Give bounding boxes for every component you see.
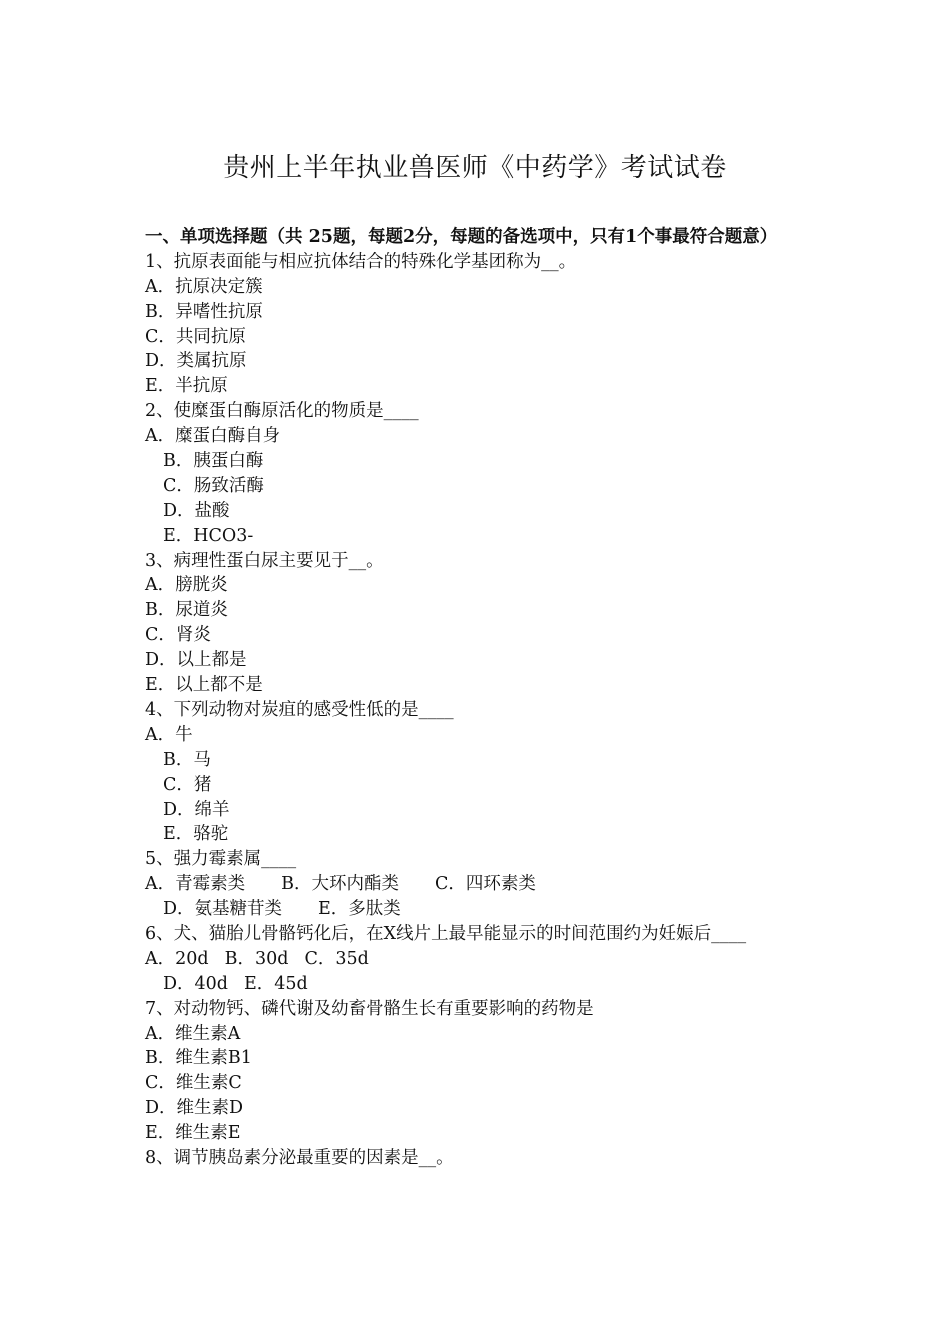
answer-option: E．以上都不是: [145, 675, 263, 696]
question-4: [145, 698, 810, 847]
answer-option: A．牛: [145, 724, 193, 745]
document-title: 贵州上半年执业兽医师《中药学》考试试卷: [223, 153, 727, 183]
answer-option: C．肾炎: [145, 625, 211, 646]
answer-option: B．异嗜性抗原: [145, 301, 263, 322]
answer-option: B．30d: [224, 948, 289, 969]
answer-option: A．膀胱炎: [145, 575, 228, 596]
section-heading: 一、单项选择题（共 25题，每题2分，每题的备选项中，只有1个事最符合题意）: [145, 227, 778, 247]
answer-option: E．HCO3-: [163, 525, 254, 546]
answer-option: D．绵羊: [163, 799, 230, 820]
answer-option: B．尿道炎: [145, 600, 228, 621]
answer-options-row: [145, 947, 810, 972]
answer-option: E．45d: [244, 973, 308, 994]
answer-option: E．骆驼: [163, 824, 229, 845]
answer-option: A．维生素A: [145, 1023, 241, 1044]
question-3: [145, 549, 810, 698]
question-8: [145, 1146, 810, 1171]
answer-option: E．多肽类: [318, 899, 401, 920]
question-6: [145, 922, 810, 997]
answer-option: A．糜蛋白酶自身: [145, 426, 281, 447]
answer-options-row: [145, 972, 810, 997]
question-7: [145, 997, 810, 1146]
answer-option: B．胰蛋白酶: [163, 451, 264, 472]
question-stem: 1、抗原表面能与相应抗体结合的特殊化学基团称为__。: [145, 251, 577, 272]
answer-options-row: [145, 897, 810, 922]
question-stem: 4、下列动物对炭疽的感受性低的是____: [145, 699, 454, 720]
answer-option: A．抗原决定簇: [145, 276, 263, 297]
answer-option: D．以上都是: [145, 650, 247, 671]
question-stem: 8、调节胰岛素分泌最重要的因素是__。: [145, 1147, 454, 1168]
answer-option: C．四环素类: [435, 874, 536, 895]
answer-option: C．维生素C: [145, 1073, 242, 1094]
answer-option: B．马: [163, 749, 211, 770]
answer-option: B．大环内酯类: [281, 874, 400, 895]
answer-option: D．氨基糖苷类: [163, 899, 283, 920]
answer-option: B．维生素B1: [145, 1048, 252, 1069]
answer-option: D．40d: [163, 973, 229, 994]
answer-option: E．半抗原: [145, 376, 228, 397]
question-stem: 3、病理性蛋白尿主要见于__。: [145, 550, 384, 571]
answer-option: D．类属抗原: [145, 351, 247, 372]
question-5: [145, 847, 810, 922]
answer-option: C．共同抗原: [145, 326, 246, 347]
question-2: [145, 399, 810, 548]
question-1: [145, 250, 810, 399]
answer-option: C．35d: [304, 948, 369, 969]
question-stem: 2、使糜蛋白酶原活化的物质是____: [145, 401, 419, 422]
answer-option: D．盐酸: [163, 500, 230, 521]
question-stem: 7、对动物钙、磷代谢及幼畜骨骼生长有重要影响的药物是: [145, 998, 594, 1019]
question-stem: 6、犬、猫胎儿骨骼钙化后，在X线片上最早能显示的时间范围约为妊娠后____: [145, 923, 747, 944]
answer-options-row: [145, 872, 810, 897]
answer-option: A．20d: [145, 948, 209, 969]
answer-option: E．维生素E: [145, 1123, 241, 1144]
answer-option: C．肠致活酶: [163, 475, 264, 496]
document-body: [145, 225, 810, 1171]
answer-option: C．猪: [163, 774, 212, 795]
answer-option: A．青霉素类: [145, 874, 246, 895]
answer-option: D．维生素D: [145, 1098, 244, 1119]
question-stem: 5、强力霉素属____: [145, 849, 297, 870]
